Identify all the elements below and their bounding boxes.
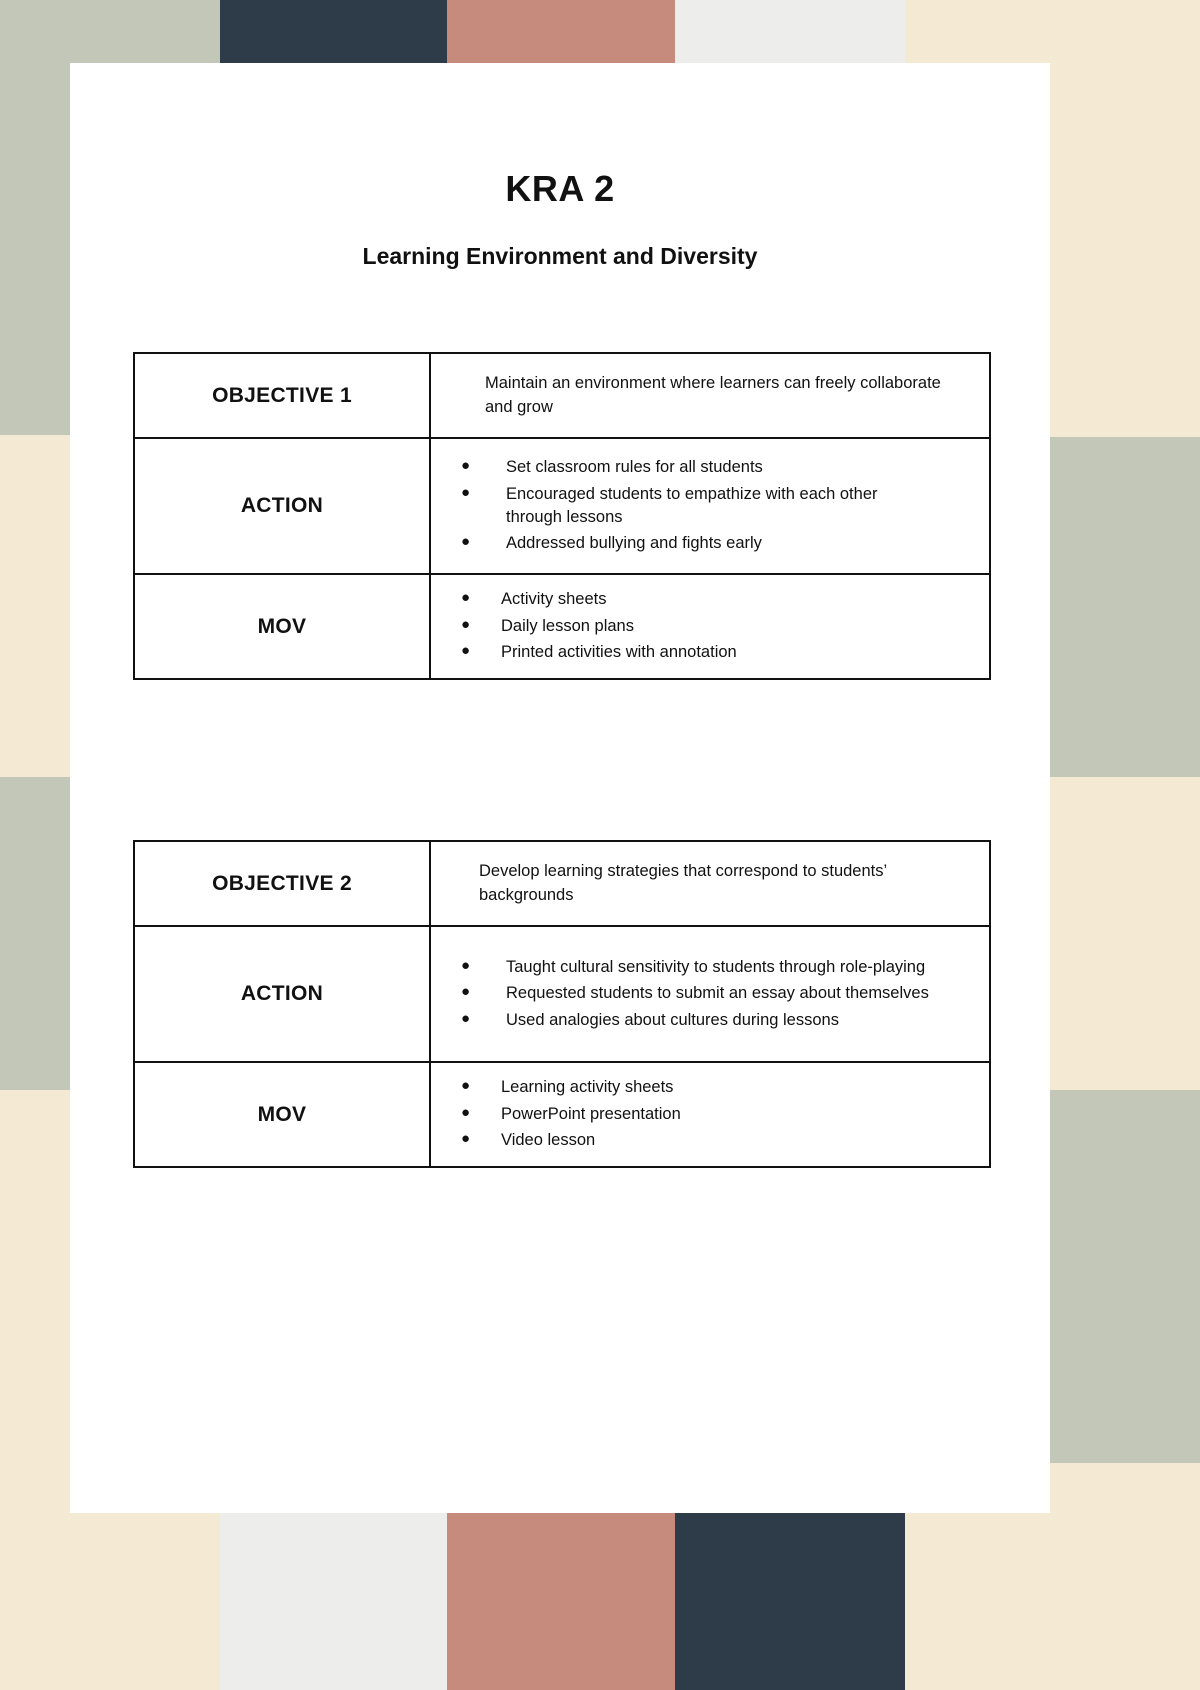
decor-block-terracotta-bottom — [447, 1513, 675, 1690]
action-1-content-cell — [431, 439, 989, 573]
list-item-text: PowerPoint presentation — [501, 1104, 681, 1123]
action-1-list — [431, 443, 989, 569]
list-item — [431, 483, 937, 530]
list-item — [431, 641, 937, 664]
action-2-list — [431, 943, 989, 1045]
action-row — [135, 439, 989, 575]
bullet-icon: ● — [461, 483, 471, 501]
bullet-icon: ● — [461, 1009, 471, 1027]
bullet-icon: ● — [461, 1130, 471, 1148]
page-title: KRA 2 — [505, 168, 615, 209]
list-item-text: Video lesson — [501, 1131, 596, 1150]
list-item-text: Learning activity sheets — [501, 1078, 674, 1097]
objective-row — [135, 842, 989, 927]
list-item-text: Used analogies about cultures during lessons — [506, 1010, 839, 1029]
bullet-icon: ● — [461, 457, 471, 475]
mov-2-label: MOV — [135, 1063, 431, 1166]
list-item-text: Daily lesson plans — [501, 616, 634, 635]
decor-block-offwhite-bottom — [220, 1513, 447, 1690]
list-item-text: Activity sheets — [501, 590, 607, 609]
action-2-label: ACTION — [135, 927, 431, 1061]
decor-block-sage-right-upper — [1050, 437, 1200, 777]
objective-1-content-cell — [431, 354, 989, 437]
mov-row — [135, 1063, 989, 1166]
decor-block-terracotta-top — [447, 0, 675, 63]
list-item — [431, 1103, 937, 1126]
list-item-text: Addressed bullying and fights early — [506, 534, 762, 553]
decor-block-sage-right-lower — [1050, 1090, 1200, 1463]
decor-block-offwhite-top — [675, 0, 905, 63]
action-1-label: ACTION — [135, 439, 431, 573]
list-item-text: Encouraged students to empathize with each other through lessons — [506, 484, 878, 526]
list-item-text: Printed activities with annotation — [501, 643, 737, 662]
mov-1-content-cell — [431, 575, 989, 678]
list-item — [431, 615, 937, 638]
document-page — [70, 63, 1050, 1513]
list-item — [431, 1076, 937, 1099]
action-2-content-cell — [431, 927, 989, 1061]
mov-row — [135, 575, 989, 678]
list-item-text: Requested students to submit an essay about themselves — [506, 984, 929, 1003]
list-item-text: Taught cultural sensitivity to students through role-playing — [506, 957, 926, 976]
bullet-icon: ● — [461, 956, 471, 974]
action-row — [135, 927, 989, 1063]
objective-2-text: Develop learning strategies that correspond to students’ backgrounds — [479, 862, 887, 904]
list-item — [431, 982, 937, 1005]
bullet-icon: ● — [461, 533, 471, 551]
list-item — [431, 1129, 937, 1152]
bullet-icon: ● — [461, 1103, 471, 1121]
bullet-icon: ● — [461, 615, 471, 633]
bullet-icon: ● — [461, 1077, 471, 1095]
objective-1-label: OBJECTIVE 1 — [135, 354, 431, 437]
objective-2-label: OBJECTIVE 2 — [135, 842, 431, 925]
bullet-icon: ● — [461, 589, 471, 607]
mov-1-list — [431, 575, 989, 677]
objective-2-table — [133, 840, 991, 1168]
list-item — [431, 1009, 937, 1032]
list-item-text: Set classroom rules for all students — [506, 458, 763, 477]
objective-row — [135, 354, 989, 439]
list-item — [431, 588, 937, 611]
mov-2-content-cell — [431, 1063, 989, 1166]
decor-block-navy-bottom — [675, 1513, 905, 1690]
mov-2-list — [431, 1063, 989, 1165]
bullet-icon: ● — [461, 983, 471, 1001]
page-subtitle: Learning Environment and Diversity — [362, 243, 758, 269]
mov-1-label: MOV — [135, 575, 431, 678]
objective-1-text: Maintain an environment where learners can freely collaborate and grow — [485, 374, 941, 416]
objective-1-table — [133, 352, 991, 680]
decor-block-navy-top — [220, 0, 447, 63]
list-item — [431, 456, 937, 479]
list-item — [431, 956, 937, 979]
bullet-icon: ● — [461, 642, 471, 660]
list-item — [431, 532, 937, 555]
objective-2-content-cell — [431, 842, 989, 925]
